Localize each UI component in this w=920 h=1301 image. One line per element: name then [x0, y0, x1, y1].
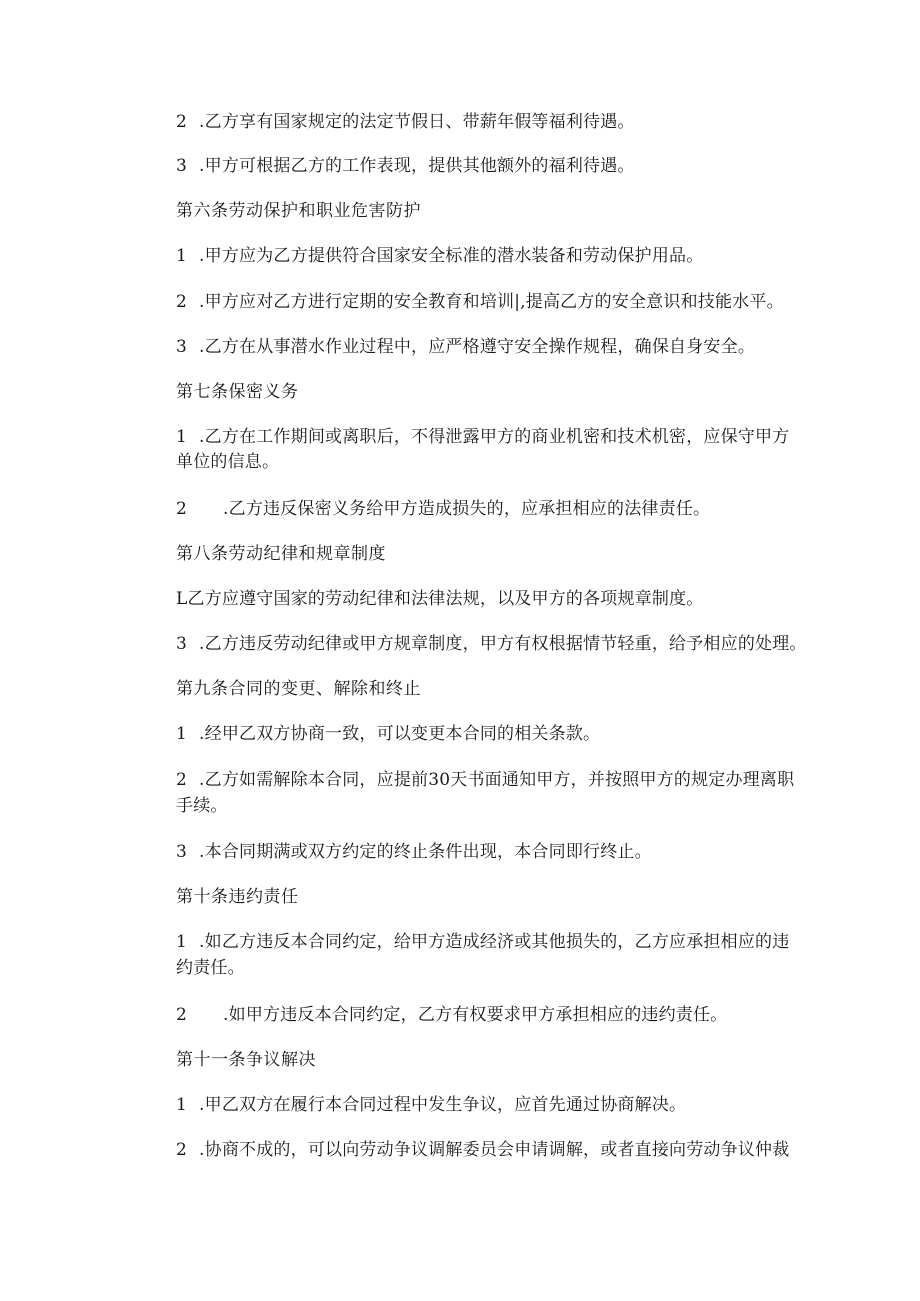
item-text: .本合同期满或双方约定的终止条件出现，本合同即行终止。 [199, 842, 652, 862]
clause-7-item-1 [176, 427, 789, 447]
item-number: 1 [176, 932, 188, 952]
item-number: 1 [176, 1095, 188, 1115]
clause-9-heading: 第九条合同的变更、解除和终止 [176, 679, 421, 699]
clause-10-item-1 [176, 932, 789, 952]
item-number: 2 [176, 1005, 188, 1025]
clause-11-item-2 [176, 1140, 789, 1160]
item-text: .甲乙双方在履行本合同过程中发生争议，应首先通过协商解决。 [199, 1095, 687, 1115]
clause-9-item-1 [176, 724, 600, 744]
clause-7-item-2 [176, 499, 710, 519]
item-number: 2 [176, 1140, 188, 1160]
item-text: .协商不成的，可以向劳动争议调解委员会申请调解，或者直接向劳动争议仲裁 [199, 1140, 790, 1160]
item-number: 3 [176, 634, 188, 654]
item-number: 2 [176, 499, 188, 519]
item-number: 2 [176, 112, 188, 132]
item-number: 3 [176, 842, 188, 862]
item-text: .如甲方违反本合同约定，乙方有权要求甲方承担相应的违约责任。 [223, 1005, 728, 1025]
item-text: .乙方在从事潜水作业过程中，应严格遵守安全操作规程，确保自身安全。 [199, 337, 756, 357]
clause-9-item-3 [176, 842, 652, 862]
clause-10-item-1-continuation: 约责任。 [176, 958, 245, 978]
item-text: .甲方应对乙方进行定期的安全教育和培训|,提高乙方的安全意识和技能水平。 [199, 292, 784, 312]
clause-7-heading: 第七条保密义务 [176, 382, 299, 402]
clause-10-item-2 [176, 1005, 727, 1025]
clause-8-item-1: L乙方应遵守国家的劳动纪律和法律法规，以及甲方的各项规章制度。 [176, 589, 704, 609]
item-text: .乙方享有国家规定的法定节假日、带薪年假等福利待遇。 [199, 112, 635, 132]
item-text: .经甲乙双方协商一致，可以变更本合同的相关条款。 [199, 724, 601, 744]
clause-5-item-2 [176, 112, 635, 132]
item-number: 3 [176, 156, 188, 176]
clause-9-item-2-continuation: 手续。 [176, 796, 228, 816]
item-text: .乙方在工作期间或离职后，不得泄露甲方的商业机密和技术机密，应保守甲方 [199, 427, 790, 447]
clause-5-item-3 [176, 156, 635, 176]
clause-10-heading: 第十条违约责任 [176, 887, 299, 907]
item-text: .甲方可根据乙方的工作表现，提供其他额外的福利待遇。 [199, 156, 635, 176]
clause-6-item-2 [176, 292, 784, 312]
item-number: 1 [176, 724, 188, 744]
clause-6-item-1 [176, 246, 703, 266]
clause-11-heading: 第十一条争议解决 [176, 1050, 316, 1070]
clause-11-item-1 [176, 1095, 686, 1115]
item-text: .甲方应为乙方提供符合国家安全标准的潜水装备和劳动保护用品。 [199, 246, 704, 266]
item-text: .乙方如需解除本合同，应提前30天书面通知甲方，并按照甲方的规定办理离职 [199, 770, 795, 790]
item-number: 2 [176, 292, 188, 312]
item-number: 1 [176, 246, 188, 266]
item-text: .乙方违反劳动纪律或甲方规章制度，甲方有权根据情节轻重，给予相应的处理。 [199, 634, 807, 654]
clause-9-item-2 [176, 770, 794, 790]
clause-8-item-3 [176, 634, 807, 654]
item-number: 2 [176, 770, 188, 790]
clause-6-item-3 [176, 337, 755, 357]
item-number: 3 [176, 337, 188, 357]
item-text: .如乙方违反本合同约定，给甲方造成经济或其他损失的，乙方应承担相应的违 [199, 932, 790, 952]
item-text: .乙方违反保密义务给甲方造成损失的，应承担相应的法律责任。 [223, 499, 711, 519]
clause-6-heading: 第六条劳动保护和职业危害防护 [176, 201, 421, 221]
clause-7-item-1-continuation: 单位的信息。 [176, 452, 280, 472]
item-number: 1 [176, 427, 188, 447]
clause-8-heading: 第八条劳动纪律和规章制度 [176, 544, 386, 564]
